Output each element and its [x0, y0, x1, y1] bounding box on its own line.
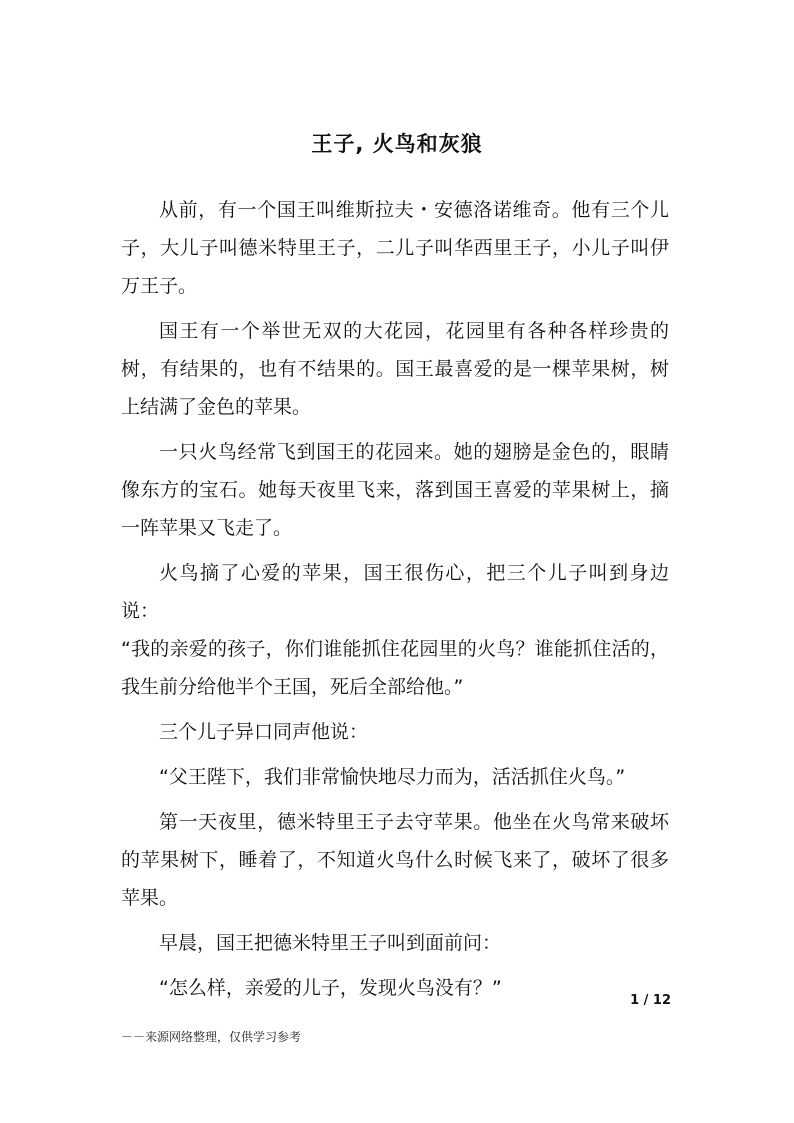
- paragraph: 早晨，国王把德米特里王子叫到面前问：: [159, 932, 502, 954]
- paragraph: 国王有一个举世无双的大花园，花园里有各种各样珍贵的树，有结果的，也有不结果的。国王最喜爱的是一棵苹果树，树上结满了金色的苹果。: [121, 320, 669, 418]
- paragraph: 火鸟摘了心爱的苹果，国王很伤心，把三个儿子叫到身边说：: [121, 562, 669, 622]
- paragraph: 三个儿子异口同声他说：: [159, 721, 369, 743]
- paragraph: 一只火鸟经常飞到国王的花园来。她的翅膀是金色的，眼睛像东方的宝石。她每天夜里飞来，落到国王喜爱的苹果树上，摘一阵苹果又飞走了。: [121, 441, 669, 539]
- document-body: [121, 191, 669, 1014]
- paragraph: “我的亲爱的孩子，你们谁能抓住花园里的火鸟？谁能抓住活的，我生前分给他半个王国，死后全部给他。”: [121, 638, 669, 698]
- paragraph: “父王陛下，我们非常愉快地尽力而为，活活抓住火鸟。”: [159, 766, 626, 788]
- paragraph: “怎么样，亲爱的儿子，发现火鸟没有？”: [159, 977, 502, 999]
- page-footer: －－来源网络整理，仅供学习参考: [121, 1030, 302, 1044]
- page-number: 1 / 12: [630, 993, 671, 1008]
- paragraph: 从前，有一个国王叫维斯拉夫・安德洛诺维奇。他有三个儿子，大儿子叫德米特里王子，二儿子叫华西里王子，小儿子叫伊万王子。: [121, 199, 669, 297]
- document-title: 王子, 火鸟和灰狼: [311, 132, 483, 156]
- paragraph: 第一天夜里，德米特里王子去守苹果。他坐在火鸟常来破坏的苹果树下，睡着了，不知道火鸟什么时候飞来了，破坏了很多苹果。: [121, 811, 669, 909]
